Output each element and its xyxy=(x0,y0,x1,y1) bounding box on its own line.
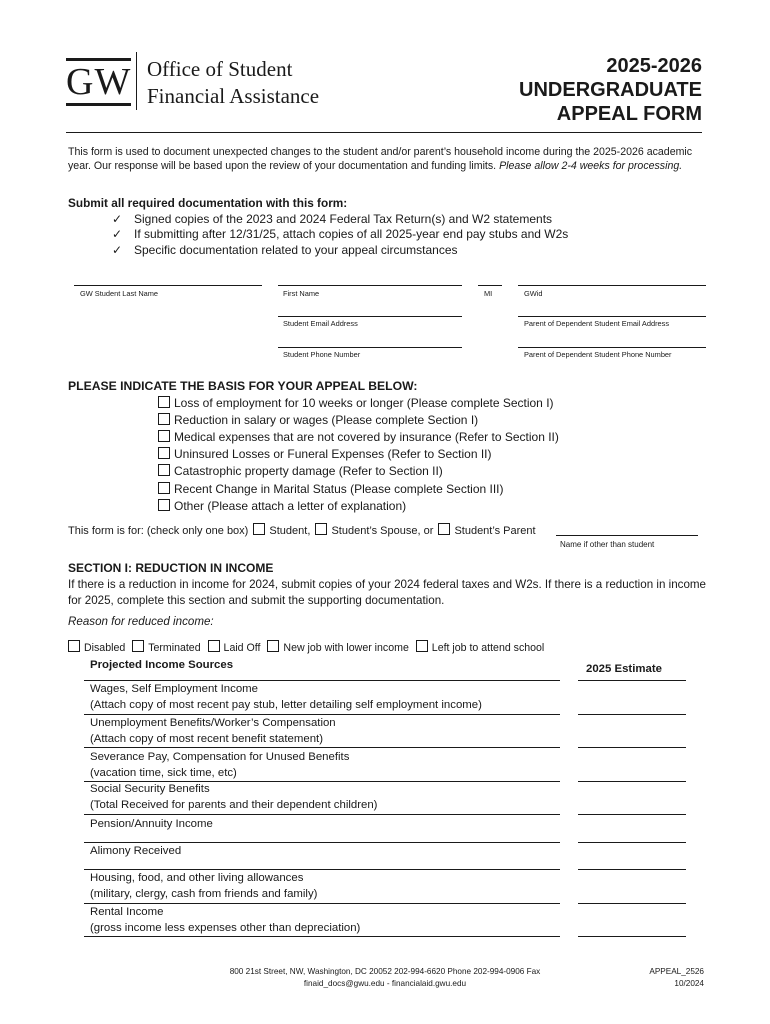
row-separator xyxy=(84,680,560,681)
gwid-label: GWid xyxy=(524,289,543,298)
student-phone-field[interactable] xyxy=(278,347,462,348)
estimate-field[interactable] xyxy=(578,714,686,715)
estimate-field[interactable] xyxy=(578,869,686,870)
income-source-row: Unemployment Benefits/Worker’s Compensation (Attach copy of most recent benefit statement) xyxy=(90,717,336,745)
income-source-row: Social Security Benefits (Total Received for parents and their dependent children) xyxy=(90,783,378,811)
income-source-row: Pension/Annuity Income xyxy=(90,818,213,830)
parent-email-field[interactable] xyxy=(518,316,706,317)
gw-logo: GW xyxy=(66,56,131,108)
basis-option-marital-status[interactable]: Recent Change in Marital Status (Please complete Section III) xyxy=(158,482,504,496)
mi-label: MI xyxy=(484,289,493,298)
requirement-item: ✓ Specific documentation related to your appeal circumstances xyxy=(112,243,458,257)
requirement-item: ✓ If submitting after 12/31/25, attach copies of all 2025-year end pay stubs and W2s xyxy=(112,227,569,241)
income-source-row: Rental Income (gross income less expenses other than depreciation) xyxy=(90,906,361,934)
row-separator xyxy=(84,714,560,715)
basis-heading: PLEASE INDICATE THE BASIS FOR YOUR APPEAL BELOW: xyxy=(68,379,418,393)
last-name-field[interactable] xyxy=(74,285,262,286)
row-separator xyxy=(84,747,560,748)
basis-option-salary-reduction[interactable]: Reduction in salary or wages (Please complete Section I) xyxy=(158,413,478,427)
row-separator xyxy=(84,903,560,904)
student-email-label: Student Email Address xyxy=(283,319,358,328)
estimate-header: 2025 Estimate xyxy=(586,663,662,675)
spouse-checkbox[interactable] xyxy=(315,523,327,535)
estimate-field[interactable] xyxy=(578,903,686,904)
income-source-row: Housing, food, and other living allowances (military, clergy, cash from friends and family) xyxy=(90,872,318,900)
other-name-field[interactable] xyxy=(556,535,698,536)
checkbox[interactable] xyxy=(68,640,80,652)
other-name-label: Name if other than student xyxy=(560,540,655,549)
reason-new-job[interactable]: New job with lower income xyxy=(267,642,408,654)
reason-left-job[interactable]: Left job to attend school xyxy=(416,642,545,654)
row-separator xyxy=(84,869,560,870)
row-separator xyxy=(84,842,560,843)
footer-contact: 800 21st Street, NW, Washington, DC 20052 202-994-6620 Phone 202-994-0906 Fax finaid_docs@gwu.edu - financialaid.gwu.edu xyxy=(229,967,541,988)
form-for-row: This form is for: (check only one box) Student, Student’s Spouse, or Student’s Parent xyxy=(68,525,536,537)
last-name-label: GW Student Last Name xyxy=(80,289,159,298)
checkbox[interactable] xyxy=(132,640,144,652)
row-separator xyxy=(84,936,560,937)
estimate-field[interactable] xyxy=(578,842,686,843)
basis-option-other[interactable]: Other (Please attach a letter of explanation) xyxy=(158,499,406,513)
income-source-row: Severance Pay, Compensation for Unused Benefits (vacation time, sick time, etc) xyxy=(90,751,350,779)
checkbox[interactable] xyxy=(158,413,170,425)
form-title: 2025-2026 UNDERGRADUATE APPEAL FORM xyxy=(519,55,702,125)
checkbox[interactable] xyxy=(158,499,170,511)
checkbox[interactable] xyxy=(416,640,428,652)
gwid-field[interactable] xyxy=(518,285,706,286)
checkbox[interactable] xyxy=(158,482,170,494)
reason-disabled[interactable]: Disabled xyxy=(68,642,125,654)
reason-label: Reason for reduced income: xyxy=(68,615,214,628)
income-source-row: Alimony Received xyxy=(90,845,182,857)
checkbox[interactable] xyxy=(158,464,170,476)
requirements-heading: Submit all required documentation with this form: xyxy=(68,196,348,210)
checkbox[interactable] xyxy=(267,640,279,652)
parent-phone-label: Parent of Dependent Student Phone Number xyxy=(524,350,672,359)
income-source-row: Wages, Self Employment Income (Attach copy of most recent pay stub, letter detailing self employment income) xyxy=(90,683,482,711)
checkbox[interactable] xyxy=(208,640,220,652)
first-name-label: First Name xyxy=(283,289,320,298)
estimate-field[interactable] xyxy=(578,814,686,815)
checkbox[interactable] xyxy=(158,447,170,459)
basis-option-uninsured-losses[interactable]: Uninsured Losses or Funeral Expenses (Refer to Section II) xyxy=(158,447,491,461)
section1-paragraph: If there is a reduction in income for 2024, submit copies of your 2024 federal taxes and W2s. If there is a reduction in income for 2025, complete this section and submit the supporting documentation. xyxy=(68,578,706,607)
basis-option-medical[interactable]: Medical expenses that are not covered by insurance (Refer to Section II) xyxy=(158,430,559,444)
intro-paragraph: This form is used to document unexpected changes to the student and/or parent’s household income during the 2025-2026 academic year. Our response will be based upon the review of your documentation and funding limits. Please allow 2-4 weeks for processing. xyxy=(68,146,693,172)
estimate-field[interactable] xyxy=(578,936,686,937)
reason-laid-off[interactable]: Laid Off xyxy=(208,642,261,654)
estimate-field[interactable] xyxy=(578,747,686,748)
reason-options xyxy=(68,640,548,654)
sources-header: Projected Income Sources xyxy=(90,659,234,671)
section1-heading: SECTION I: REDUCTION IN INCOME xyxy=(68,561,274,575)
logo-divider xyxy=(136,52,137,110)
checkbox[interactable] xyxy=(158,396,170,408)
first-name-field[interactable] xyxy=(278,285,462,286)
estimate-header-rule xyxy=(578,680,686,681)
form-code: APPEAL_2526 10/2024 xyxy=(649,967,704,988)
parent-phone-field[interactable] xyxy=(518,347,706,348)
row-separator xyxy=(84,814,560,815)
estimate-field[interactable] xyxy=(578,781,686,782)
requirement-item: ✓ Signed copies of the 2023 and 2024 Federal Tax Return(s) and W2 statements xyxy=(112,212,553,226)
basis-option-job-loss[interactable]: Loss of employment for 10 weeks or longer (Please complete Section I) xyxy=(158,396,554,410)
mi-field[interactable] xyxy=(478,285,502,286)
parent-email-label: Parent of Dependent Student Email Address xyxy=(524,319,670,328)
student-email-field[interactable] xyxy=(278,316,462,317)
office-name: Office of Student Financial Assistance xyxy=(147,57,320,108)
student-phone-label: Student Phone Number xyxy=(283,350,361,359)
basis-option-property-damage[interactable]: Catastrophic property damage (Refer to Section II) xyxy=(158,464,443,478)
title-rule xyxy=(66,132,702,133)
checkbox[interactable] xyxy=(158,430,170,442)
parent-checkbox[interactable] xyxy=(438,523,450,535)
student-checkbox[interactable] xyxy=(253,523,265,535)
reason-terminated[interactable]: Terminated xyxy=(132,642,200,654)
